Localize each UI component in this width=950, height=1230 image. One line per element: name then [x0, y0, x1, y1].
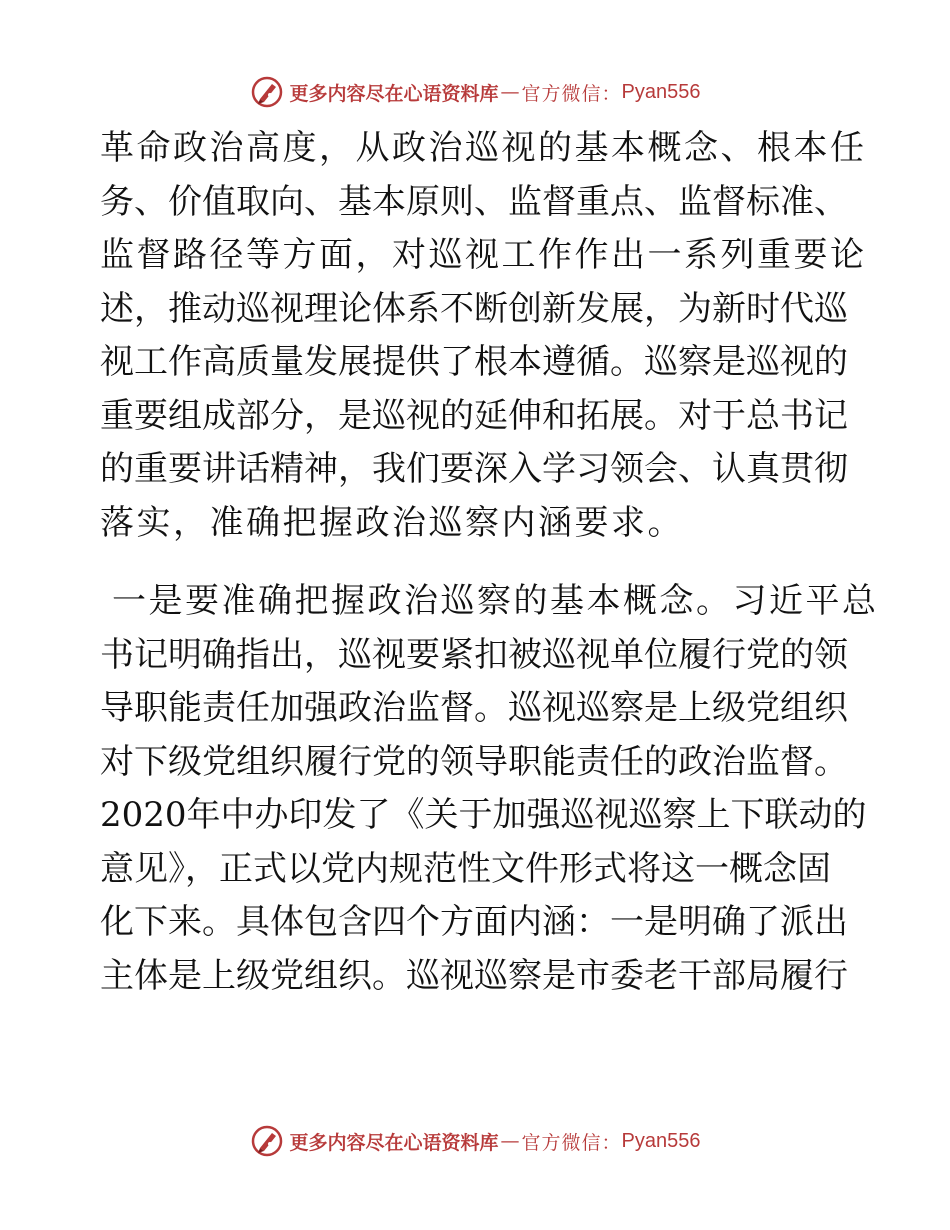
pen-logo-icon [250, 1124, 284, 1158]
text-line: 重要组成部分，是巡视的延伸和拓展。对于总书记 [100, 395, 848, 436]
paragraph-2 [100, 575, 879, 1003]
text-line: 书记明确指出，巡视要紧扣被巡视单位履行党的领 [100, 634, 848, 675]
banner-main-text: 更多内容尽在心语资料库 [289, 82, 499, 105]
document-body [100, 122, 879, 1003]
header-watermark-banner [0, 72, 950, 112]
text-line: 化下来。具体包含四个方面内涵：一是明确了派出 [100, 902, 848, 942]
text-line: 一是要准确把握政治巡察的基本概念。习近平总 [112, 581, 879, 621]
text-line: 落实，准确把握政治巡察内涵要求。 [100, 502, 684, 543]
paragraph-1 [100, 122, 867, 550]
text-line: 的重要讲话精神，我们要深入学习领会、认真贯彻 [100, 449, 848, 489]
text-line: 革命政治高度，从政治巡视的基本概念、根本任 [100, 128, 867, 168]
text-line: 2020年中办印发了《关于加强巡视巡察上下联动的 [100, 795, 867, 835]
banner-dash: — [500, 1130, 520, 1152]
text-line: 导职能责任加强政治监督。巡视巡察是上级党组织 [100, 688, 848, 728]
banner-wechat-id: Pyan556 [621, 1129, 701, 1152]
banner-wechat-id: Pyan556 [621, 80, 701, 103]
footer-watermark-banner [0, 1121, 950, 1161]
banner-wechat-label: 官方微信： [521, 1131, 622, 1154]
text-line: 述，推动巡视理论体系不断创新发展，为新时代巡 [100, 288, 848, 329]
paragraph-gap [100, 550, 860, 575]
banner-dash: — [500, 81, 520, 103]
banner-wechat-label: 官方微信： [521, 82, 622, 105]
text-line: 主体是上级党组织。巡视巡察是市委老干部局履行 [100, 955, 848, 996]
text-line: 视工作高质量发展提供了根本遵循。巡察是巡视的 [100, 342, 848, 382]
text-line: 务、价值取向、基本原则、监督重点、监督标准、 [100, 181, 848, 222]
text-line: 监督路径等方面，对巡视工作作出一系列重要论 [100, 235, 867, 275]
banner-main-text: 更多内容尽在心语资料库 [289, 1131, 499, 1154]
pen-logo-icon [250, 75, 284, 109]
text-line: 对下级党组织履行党的领导职能责任的政治监督。 [100, 741, 848, 782]
text-line: 意见》，正式以党内规范性文件形式将这一概念固 [100, 848, 831, 889]
